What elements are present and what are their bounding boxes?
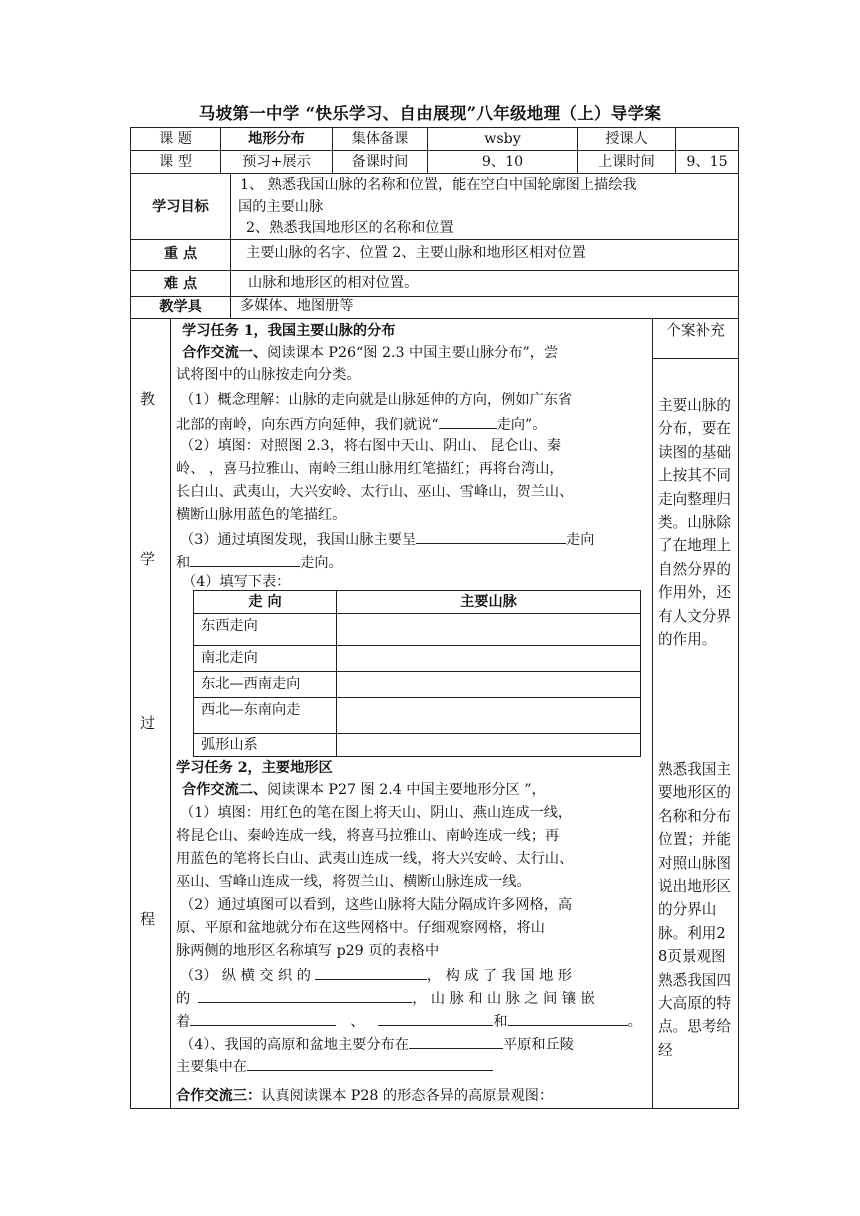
task2-p1-line-1: （1）填图：用红色的笔在图上将天山、阴山、燕山连成一线， (180, 805, 573, 821)
table-row-label: 东北—西南走向 (201, 676, 301, 692)
task2-coop-text: 阅读课本 P27 图 2.4 中国主要地形分区 ”， (267, 782, 546, 798)
process-label-char-1: 教 (140, 390, 156, 408)
task1-coop-line-2: 试将图中的山脉按走向分类。 (176, 367, 361, 383)
document-title: 马坡第一中学 “快乐学习、自由展现”八年级地理（上）导学案 (198, 104, 662, 123)
task2-p4-line-1-end: 平原和丘陵 (502, 1037, 574, 1053)
task2-p3-line-2-end: ， 山 脉 和 山 脉 之 间 镶 嵌 (412, 991, 595, 1007)
value-topic: 地形分布 (248, 131, 305, 147)
label-prep-time: 备课时间 (351, 154, 409, 170)
task1-p1-line-1: （1）概念理解：山脉的走向就是山脉延伸的方向，例如广东省 (180, 392, 573, 408)
supplement-note-2: 熟悉我国主要地形区的名称和分布位置；并能对照山脉图说出地形区的分界山脉。利用28页景观图熟悉我国四大高原的特点。思考给经 (658, 761, 731, 1059)
answer-blank[interactable] (190, 1010, 336, 1026)
task2-coop3-label: 合作交流三： (176, 1088, 262, 1104)
task2-p1-line-2: 将昆仑山、秦岭连成一线，将喜马拉雅山、南岭连成一线；再 (176, 828, 560, 844)
label-class-time: 上课时间 (598, 154, 655, 170)
goals-line-2: 国的主要山脉 (238, 199, 324, 215)
goals-line-1: 1、 熟悉我国山脉的名称和位置，能在空白中国轮廓图上描绘我 (240, 177, 637, 193)
task2-p2-line-3: 脉两侧的地形区名称填写 p29 页的表格中 (176, 943, 440, 959)
table-row-label: 南北走向 (201, 650, 258, 666)
answer-blank[interactable] (508, 1010, 628, 1026)
task2-p2-line-1: （2）通过填图可以看到，这些山脉将大陆分隔成许多网格，高 (180, 897, 573, 913)
task1-p3-line-2-end: 走向。 (300, 555, 343, 571)
process-label-char-4: 程 (140, 910, 156, 928)
task2-p3-line-3-end: 。 (627, 1014, 642, 1030)
task2-p4-line-2-start: 主要集中在 (176, 1059, 247, 1075)
table-row-label: 西北—东南向走 (201, 702, 301, 718)
value-lesson-type: 预习+展示 (242, 154, 311, 170)
task1-p2-line-4: 横断山脉用蓝色的笔描红。 (176, 507, 347, 523)
task2-p3-line-1-start: （3） 纵 横 交 织 的 (180, 968, 311, 984)
task2-p1-line-4: 巫山、雪峰山连成一线，将贺兰山、横断山脉连成一线。 (176, 874, 531, 890)
task1-p3-line-2-start: 和 (176, 555, 191, 571)
task1-p1-line-2-start: 北部的南岭，向东西方向延伸，我们就说“ (176, 417, 439, 433)
task1-coop-line-1 (182, 343, 558, 364)
task2-p3-line-1-end: ， 构 成 了 我 国 地 形 (426, 968, 572, 984)
process-label-char-3: 过 (140, 714, 156, 732)
difficulty-text: 山脉和地形区的相对位置。 (248, 275, 419, 291)
table-row-label: 弧形山系 (201, 737, 258, 753)
task2-p3-line-2 (176, 987, 595, 1010)
task1-title: 学习任务 1，我国主要山脉的分布 (182, 323, 396, 339)
goals-line-3: 2、熟悉我国地形区的名称和位置 (246, 220, 454, 236)
teaching-tools-text: 多媒体、地图册等 (240, 298, 354, 314)
answer-blank[interactable] (409, 1033, 503, 1049)
task2-p3-line-3 (176, 1010, 642, 1033)
label-teaching-tools: 教学具 (159, 299, 202, 315)
table-row-label: 东西走向 (201, 618, 258, 634)
label-key-points: 重 点 (163, 246, 198, 262)
task2-p3-line-1 (180, 964, 572, 987)
task1-p3-line-1 (180, 528, 594, 551)
answer-blank[interactable] (190, 551, 300, 567)
task2-p3-line-3-start: 着 (176, 1014, 191, 1030)
task2-coop-label: 合作交流二、 (182, 782, 268, 798)
table-header-mountains: 主要山脉 (460, 594, 517, 610)
task1-p2-line-2: 岭、 ，喜马拉雅山、南岭三组山脉用红笔描红；再将台湾山， (176, 461, 564, 477)
answer-blank[interactable] (315, 964, 427, 980)
key-points-text: 主要山脉的名字、位置 2、主要山脉和地形区相对位置 (246, 245, 586, 261)
task2-p3-line-3-sep: 、 (350, 1014, 365, 1030)
table-header-direction: 走 向 (248, 594, 282, 610)
task2-title: 学习任务 2，主要地形区 (176, 760, 333, 776)
task1-p1-line-2 (176, 413, 546, 436)
task2-p4-line-2 (176, 1055, 493, 1078)
task1-p3-line-1-start: （3）通过填图发现，我国山脉主要呈 (180, 532, 417, 548)
task1-p4: （4）填写下表： (182, 574, 291, 590)
answer-blank[interactable] (247, 1055, 493, 1071)
value-collective-prep: wsby (484, 131, 521, 147)
task1-p2-line-1: （2）填图：对照图 2.3，将右图中天山、阴山、 昆仑山、秦 (180, 438, 562, 454)
task2-p4-line-1-start: （4）、我国的高原和盆地主要分布在 (180, 1037, 409, 1053)
label-goals: 学习目标 (152, 199, 209, 215)
process-label-char-2: 学 (140, 550, 156, 568)
answer-blank[interactable] (198, 987, 412, 1003)
supplement-header: 个案补充 (666, 322, 725, 339)
value-class-time: 9、15 (686, 154, 728, 170)
task1-p1-line-2-end: 走向”。 (496, 417, 547, 433)
task2-p3-line-2-start: 的 (176, 991, 191, 1007)
label-collective-prep: 集体备课 (351, 131, 409, 147)
task1-p3-line-1-end: 走向 (566, 532, 595, 548)
supplement-note-1: 主要山脉的分布，要在读图的基础上按其不同走向整理归类。山脉除了在地理上自然分界的作用外，还有人文分界的作用。 (658, 397, 731, 649)
task1-coop-label: 合作交流一、 (182, 345, 268, 361)
task1-coop-text: 阅读课本 P26“图 2.3 中国主要山脉分布”，尝 (267, 345, 559, 361)
task2-coop-line-1 (182, 780, 546, 801)
label-teacher: 授课人 (605, 131, 648, 147)
answer-blank[interactable] (416, 528, 566, 544)
label-lesson-type: 课 型 (159, 154, 192, 170)
label-topic: 课 题 (159, 131, 192, 147)
task2-coop3-line (176, 1086, 553, 1107)
value-prep-time: 9、10 (481, 154, 524, 170)
task1-p2-line-3: 长白山、武夷山，大兴安岭、太行山、巫山、雪峰山，贺兰山、 (176, 484, 574, 500)
task2-p2-line-2: 原、平原和盆地就分布在这些网格中。仔细观察网格，将山 (176, 920, 545, 936)
answer-blank[interactable] (439, 413, 497, 429)
answer-blank[interactable] (378, 1010, 493, 1026)
task2-coop3-text: 认真阅读课本 P28 的形态各异的高原景观图： (261, 1088, 554, 1104)
task2-p4-line-1 (180, 1033, 574, 1056)
task2-p3-line-3-and: 和 (493, 1014, 508, 1030)
task1-p3-line-2 (176, 551, 343, 574)
task2-p1-line-3: 用蓝色的笔将长白山、武夷山连成一线，将大兴安岭、太行山、 (176, 851, 574, 867)
label-difficulty: 难 点 (163, 276, 198, 292)
